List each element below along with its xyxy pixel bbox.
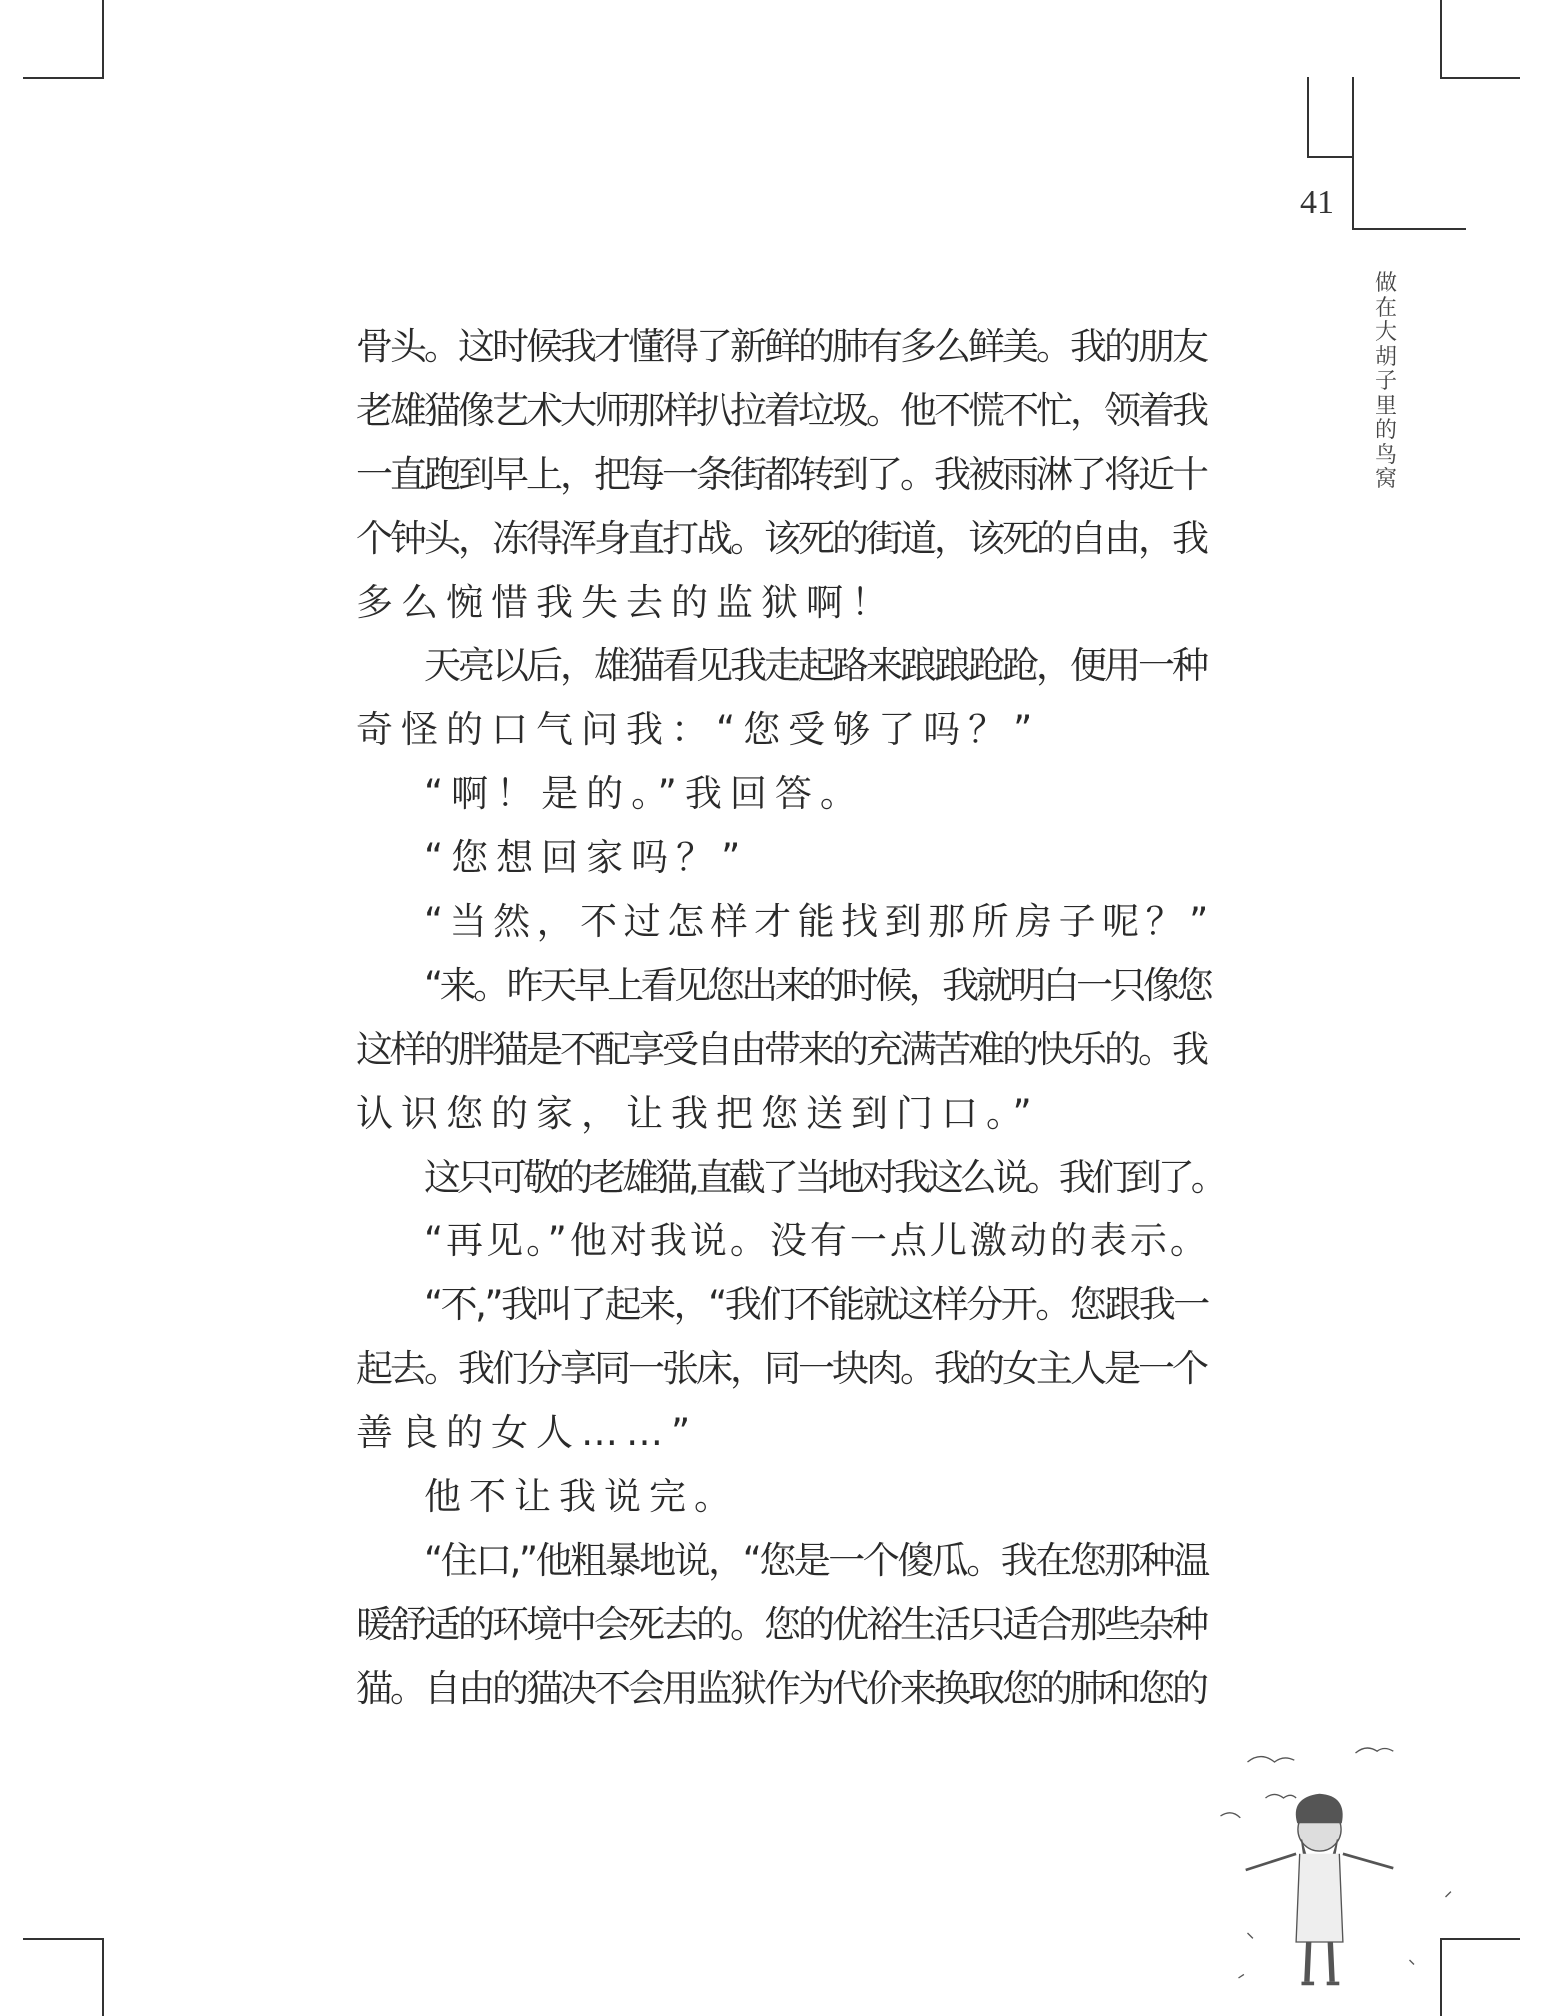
text-line: 天亮以后，雄猫看见我走起路来踉踉跄跄，便用一种: [424, 644, 1206, 688]
bird-icon: [1221, 1813, 1241, 1818]
header-frame-v2: [1352, 77, 1354, 230]
body-text: [356, 315, 1226, 1721]
text-line: 暖舒适的环境中会死去的。您的优裕生活只适合那些杂种: [356, 1602, 1206, 1646]
text-line: 猫。自由的猫决不会用监狱作为代价来换取您的肺和您的: [356, 1666, 1206, 1710]
crop-mark-top-left-v: [102, 0, 104, 78]
header-frame-h2: [1352, 228, 1466, 230]
page-number: 41: [1300, 184, 1334, 221]
text-line: 骨头。这时候我才懂得了新鲜的肺有多么鲜美。我的朋友: [356, 325, 1206, 368]
running-head: 做在大胡子里的鸟窝: [1374, 271, 1397, 492]
text-line: “不,”我叫了起来，“我们不能就这样分开。您跟我一: [424, 1283, 1208, 1327]
text-line: 一直跑到早上，把每一条街都转到了。我被雨淋了将近十: [356, 452, 1206, 496]
bird-icon: [1266, 1794, 1297, 1798]
crop-mark-bottom-left-v: [102, 1938, 104, 2016]
text-line: 善良的女人……”: [356, 1411, 699, 1455]
bird-icon: [1356, 1748, 1394, 1753]
text-line: 老雄猫像艺术大师那样扒拉着垃圾。他不慌不忙，领着我: [356, 388, 1206, 432]
text-line: 他不让我说完。: [424, 1475, 739, 1519]
text-line: “来。昨天早上看见您出来的时候，我就明白一只像您: [424, 963, 1211, 1007]
bearded-man-with-birds-illustration: [1210, 1735, 1510, 2005]
crop-mark-bottom-left-h: [23, 1938, 104, 1940]
text-line: 这样的胖猫是不配享受自由带来的充满苦难的快乐的。我: [356, 1027, 1206, 1071]
text-line: 个钟头，冻得浑身直打战。该死的街道，该死的自由，我: [356, 516, 1206, 560]
crop-mark-top-left-h: [23, 77, 104, 79]
text-line: “啊！是的。”我回答。: [424, 772, 865, 816]
header-frame-h1: [1307, 156, 1354, 158]
text-line: 这只可敬的老雄猫,直截了当地对我这么说。我们到了。: [424, 1155, 1224, 1199]
text-line: 起去。我们分享同一张床，同一块肉。我的女主人是一个: [356, 1347, 1206, 1391]
header-frame-v1: [1307, 77, 1309, 158]
text-line: 奇怪的口气问我：“您受够了吗？”: [356, 708, 1041, 752]
text-line: “再见。”他对我说。没有一点儿激动的表示。: [424, 1219, 1210, 1263]
text-line: “住口,”他粗暴地说，“您是一个傻瓜。我在您那种温: [424, 1538, 1208, 1582]
text-line: 多么惋惜我失去的监狱啊！: [356, 580, 896, 624]
crop-mark-top-right-h: [1440, 77, 1520, 79]
text-line: “当然，不过怎样才能找到那所房子呢？”: [424, 900, 1215, 944]
crop-mark-top-right-v: [1440, 0, 1442, 78]
text-line: 认识您的家，让我把您送到门口。”: [356, 1091, 1040, 1135]
bird-icon: [1248, 1757, 1295, 1762]
text-line: “您想回家吗？”: [424, 836, 749, 880]
